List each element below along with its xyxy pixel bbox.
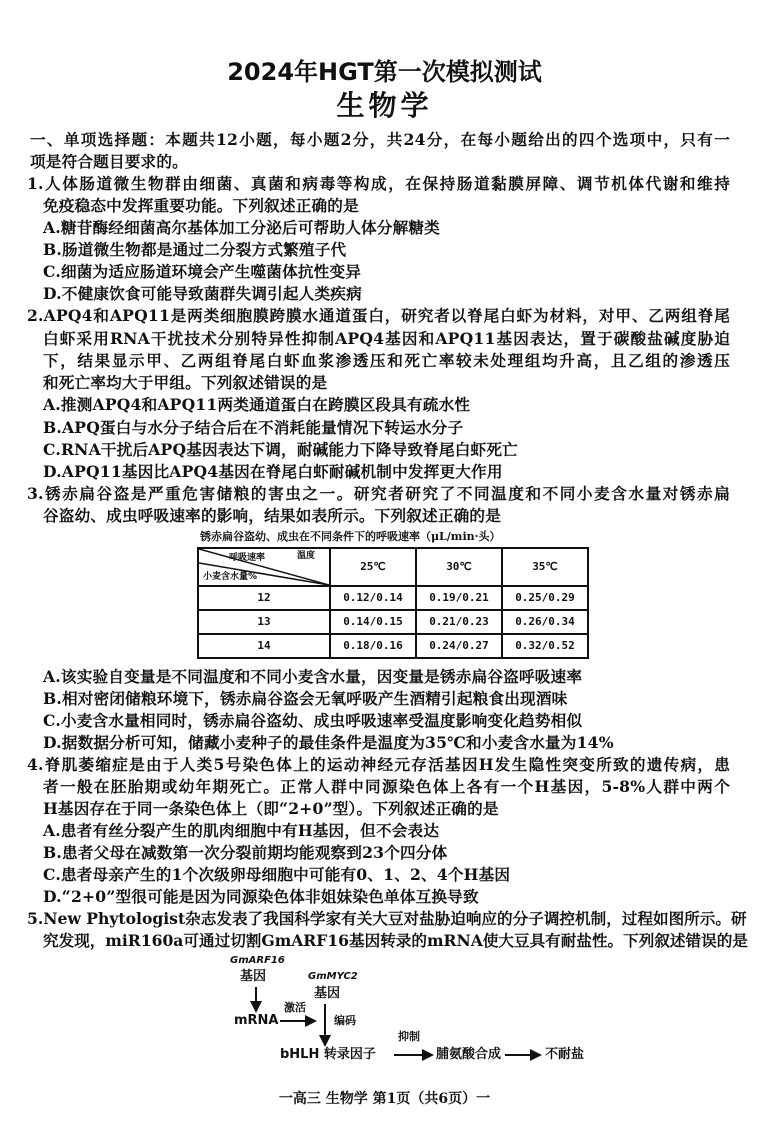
table-cell: 0.21/0.23	[416, 610, 502, 634]
salt-intolerance-node: 不耐盐	[545, 1047, 585, 1062]
gene-label-gmarf16: GmARF16	[230, 955, 285, 966]
row-header: 13	[198, 610, 330, 634]
bhlh-tf-node: bHLH 转录因子	[280, 1047, 376, 1062]
table-cell: 0.32/0.52	[502, 634, 588, 658]
corner-rate: 呼吸速率	[229, 553, 266, 563]
corner-moisture: 小麦含水量%	[203, 572, 258, 582]
activate-label: 激活	[284, 1001, 306, 1014]
q4-option-b: B.患者父母在减数第一次分裂前期均能观察到23个四分体	[43, 843, 448, 862]
table-cell: 0.12/0.14	[330, 586, 416, 610]
q3-option-a: A.该实验自变量是不同温度和不同小麦含水量，因变量是锈赤扁谷盗呼吸速率	[43, 667, 583, 686]
q2-stem-cont: 和死亡率均大于甲组。下列叙述错误的是	[43, 373, 328, 392]
gene-gmarf16: 基因	[240, 969, 267, 984]
gene-label-gmmyc2: GmMYC2	[308, 971, 358, 982]
q4-stem-cont: 者一般在胚胎期或幼年期死亡。正常人群中同源染色体上各有一个H基因，5-8%人群中两个	[43, 777, 730, 796]
section-heading-cont: 项是符合题目要求的。	[30, 152, 188, 171]
inhibit-label: 抑制	[398, 1030, 420, 1043]
mrna-node: mRNA	[234, 1013, 279, 1028]
q4-option-c: C.患者母亲产生的1个次级卵母细胞中可能有0、1、2、4个H基因	[43, 865, 511, 884]
table-caption: 锈赤扁谷盗幼、成虫在不同条件下的呼吸速率（μL/min·头）	[200, 530, 501, 543]
corner-temperature: 温度	[296, 551, 315, 561]
q1-stem: 1.人体肠道微生物群由细菌、真菌和病毒等构成，在保持肠道黏膜屏障、调节机体代谢和维持	[27, 174, 730, 193]
row-header: 12	[198, 586, 330, 610]
q3-stem-cont: 谷盗幼、成虫呼吸速率的影响，结果如表所示。下列叙述正确的是	[43, 506, 502, 525]
page-footer: 一高三 生物学 第1页（共6页）一	[278, 1091, 491, 1107]
row-header: 14	[198, 634, 330, 658]
q5-stem-cont: 究发现，miR160a可通过切割GmARF16基因转录的mRNA使大豆具有耐盐性。下列叙述错误的是	[43, 931, 748, 950]
q2-option-b: B.APQ蛋白与水分子结合后在不消耗能量情况下转运水分子	[43, 418, 464, 437]
q3-stem: 3.锈赤扁谷盗是严重危害储粮的害虫之一。研究者研究了不同温度和不同小麦含水量对锈赤扁	[27, 484, 730, 503]
q3-option-c: C.小麦含水量相同时，锈赤扁谷盗幼、成虫呼吸速率受温度影响变化趋势相似	[43, 711, 583, 730]
exam-title: 2024年HGT第一次模拟测试	[227, 58, 542, 86]
q1-stem-cont: 免疫稳态中发挥重要功能。下列叙述正确的是	[43, 196, 359, 215]
q3-option-d: D.据数据分析可知，储藏小麦种子的最佳条件是温度为35℃和小麦含水量为14%	[43, 733, 614, 752]
column-header: 25℃	[330, 548, 416, 586]
q2-option-d: D.APQ11基因比APQ4基因在脊尾白虾耐碱机制中发挥更大作用	[43, 462, 503, 481]
q1-option-b: B.肠道微生物都是通过二分裂方式繁殖子代	[43, 240, 347, 259]
column-header: 35℃	[502, 548, 588, 586]
table-cell: 0.26/0.34	[502, 610, 588, 634]
q1-option-d: D.不健康饮食可能导致菌群失调引起人类疾病	[43, 284, 362, 303]
table-cell: 0.19/0.21	[416, 586, 502, 610]
q4-stem-cont: H基因存在于同一条染色体上（即“2+0”型）。下列叙述正确的是	[43, 799, 499, 818]
q4-stem: 4.脊肌萎缩症是由于人类5号染色体上的运动神经元存活基因H发生隐性突变所致的遗传病，患	[27, 755, 730, 774]
q4-option-a: A.患者有丝分裂产生的肌肉细胞中有H基因，但不会表达	[43, 821, 440, 840]
q2-stem-cont: 白虾采用RNA干扰技术分别特异性抑制APQ4基因和APQ11基因表达，置于碳酸盐碱度胁迫	[43, 329, 730, 348]
table-cell: 0.25/0.29	[502, 586, 588, 610]
gene-gmmyc2: 基因	[314, 986, 341, 1001]
subject-title: 生物学	[336, 89, 433, 122]
q2-option-a: A.推测APQ4和APQ11两类通道蛋白在跨膜区段具有疏水性	[43, 395, 471, 414]
q1-option-a: A.糖苷酶经细菌高尔基体加工分泌后可帮助人体分解糖类	[43, 218, 440, 237]
q3-option-b: B.相对密闭储粮环境下，锈赤扁谷盗会无氧呼吸产生酒精引起粮食出现酒味	[43, 689, 568, 708]
q2-option-c: C.RNA干扰后APQ基因表达下调，耐碱能力下降导致脊尾白虾死亡	[43, 440, 518, 459]
column-header: 30℃	[416, 548, 502, 586]
encode-label: 编码	[334, 1014, 356, 1027]
q1-option-c: C.细菌为适应肠道环境会产生噬菌体抗性变异	[43, 262, 362, 281]
section-heading: 一、单项选择题：本题共12小题，每小题2分，共24分，在每小题给出的四个选项中，只有一	[30, 130, 730, 149]
proline-synthesis-node: 脯氨酸合成	[436, 1047, 502, 1062]
q5-stem: 5.New Phytologist杂志发表了我国科学家有关大豆对盐胁迫响应的分子调控机制，过程如图所示。研	[27, 909, 747, 928]
q2-stem-cont: 下，结果显示甲、乙两组脊尾白虾血浆渗透压和死亡率较未处理组均升高，且乙组的渗透压	[43, 351, 730, 370]
q4-option-d: D.“2+0”型很可能是因为同源染色体非姐妹染色单体互换导致	[43, 887, 479, 906]
table-cell: 0.14/0.15	[330, 610, 416, 634]
table-cell: 0.18/0.16	[330, 634, 416, 658]
table-cell: 0.24/0.27	[416, 634, 502, 658]
q2-stem: 2.APQ4和APQ11是两类细胞膜跨膜水通道蛋白，研究者以脊尾白虾为材料，对甲、乙两组脊尾	[27, 306, 730, 325]
